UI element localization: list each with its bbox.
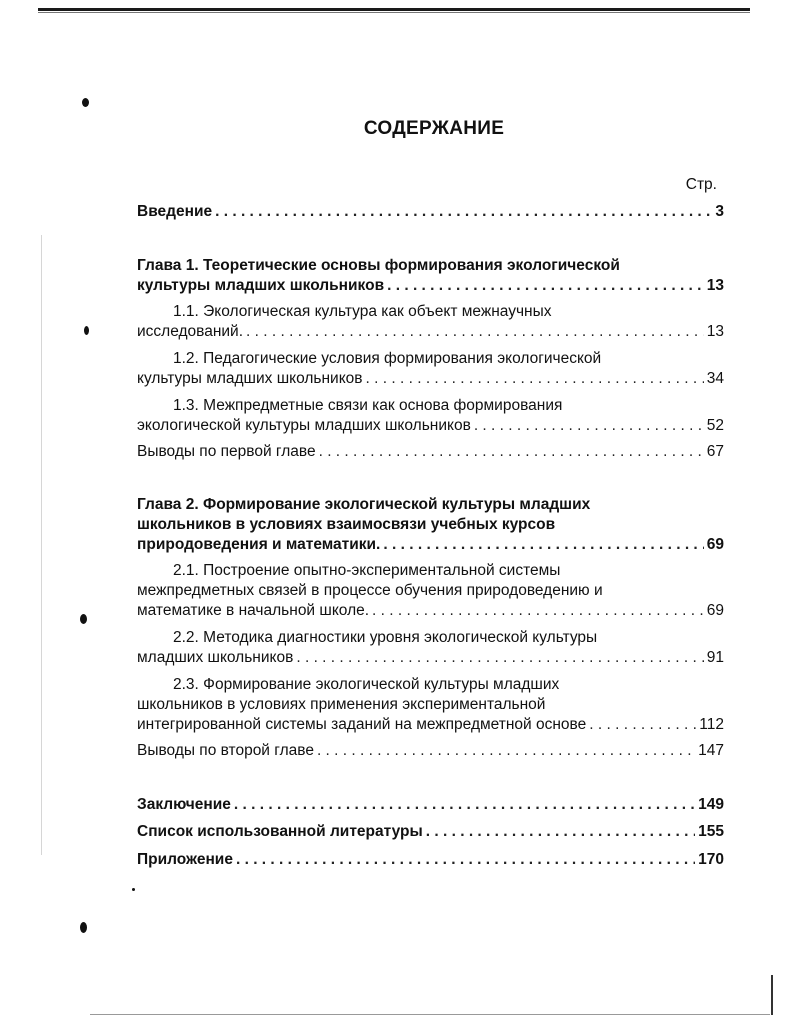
- scan-margin-line: [41, 235, 42, 855]
- toc-page-number: 149: [698, 796, 724, 813]
- toc-page-number: 147: [698, 742, 724, 759]
- dot-leader: [319, 442, 704, 462]
- scan-border-top-shadow: [38, 12, 750, 13]
- toc-entry-section-1-3[interactable]: [137, 396, 724, 436]
- toc-page-number: 69: [706, 536, 724, 553]
- toc-entry-section-2-3[interactable]: [137, 675, 724, 735]
- toc-entry-chapter-2-conclusions[interactable]: [137, 741, 724, 761]
- toc-entry-title: Выводы по первой главе: [137, 443, 316, 460]
- dot-leader: [236, 850, 695, 870]
- toc-entry-section-1-1[interactable]: [137, 302, 724, 342]
- toc-entry-title: природоведения и математики.: [137, 536, 381, 553]
- dot-leader: [387, 276, 704, 296]
- toc-page-number: 155: [698, 823, 724, 840]
- toc-entry-title: 2.1. Построение опытно-экспериментальной системы: [173, 562, 561, 579]
- toc-page-number: 13: [706, 277, 724, 294]
- toc-entry-section-2-1[interactable]: [137, 561, 724, 621]
- toc-entry-appendix[interactable]: [137, 850, 724, 870]
- toc-entry-title: Глава 2. Формирование экологической культуры младших: [137, 496, 591, 513]
- dot-leader: [366, 369, 704, 389]
- toc-entry-title: школьников в условиях взаимосвязи учебных курсов: [137, 516, 556, 533]
- toc-entry-chapter-1-conclusions[interactable]: [137, 442, 724, 462]
- toc-entry-chapter-2[interactable]: [137, 495, 724, 555]
- toc-entry-section-1-2[interactable]: [137, 349, 724, 389]
- toc-entry-title: 1.1. Экологическая культура как объект межнаучных: [173, 303, 552, 320]
- toc-page-number: 170: [698, 851, 724, 868]
- toc-entry-title: Глава 1. Теоретические основы формирования экологической: [137, 257, 620, 274]
- scan-speck: [80, 614, 87, 624]
- dot-leader: [383, 535, 703, 555]
- toc-entry-title: Введение: [137, 203, 213, 220]
- dot-leader: [426, 822, 695, 842]
- toc-entry-title: интегрированной системы заданий на межпредметной основе: [137, 716, 587, 733]
- toc-entry-title: математике в начальной школе.: [137, 602, 370, 619]
- dot-leader: [372, 601, 704, 621]
- page-title: СОДЕРЖАНИЕ: [363, 118, 505, 139]
- scan-speck: [82, 98, 89, 107]
- toc-page-number: 52: [706, 417, 724, 434]
- toc-entry-conclusion[interactable]: [137, 795, 724, 815]
- toc-page-number: 112: [699, 716, 724, 733]
- toc-entry-title: межпредметных связей в процессе обучения природоведению и: [137, 582, 603, 599]
- toc-page-number: 34: [706, 370, 724, 387]
- toc-entry-title: 2.3. Формирование экологической культуры младших: [173, 676, 560, 693]
- dot-leader: [215, 202, 712, 222]
- toc-page-number: 13: [706, 323, 724, 340]
- toc-entry-references[interactable]: [137, 822, 724, 842]
- toc-entry-title: экологической культуры младших школьников: [137, 417, 471, 434]
- dot-leader: [246, 322, 704, 342]
- toc-page-number: 67: [706, 443, 724, 460]
- scan-speck: [132, 888, 135, 891]
- toc-entry-intro[interactable]: [137, 202, 724, 222]
- dot-leader: [296, 648, 703, 668]
- dot-leader: [317, 741, 695, 761]
- scan-border-top: [38, 8, 750, 11]
- toc-page-number: 91: [706, 649, 724, 666]
- toc-entry-title: исследований.: [137, 323, 244, 340]
- toc-entry-title: Приложение: [137, 851, 233, 868]
- dot-leader: [234, 795, 695, 815]
- dot-leader: [589, 715, 696, 735]
- toc-entry-title: младших школьников: [137, 649, 294, 666]
- toc-entry-title: культуры младших школьников: [137, 370, 363, 387]
- toc-entry-title: Список использованной литературы: [137, 823, 423, 840]
- toc-entry-title: культуры младших школьников: [137, 277, 385, 294]
- dot-leader: [474, 416, 704, 436]
- toc-entry-title: 2.2. Методика диагностики уровня экологической культуры: [173, 629, 598, 646]
- toc-entry-section-2-2[interactable]: [137, 628, 724, 668]
- scan-border-right: [771, 975, 773, 1015]
- toc-entry-title: 1.2. Педагогические условия формирования экологической: [173, 350, 602, 367]
- page-column-label: Стр.: [685, 176, 717, 193]
- scan-speck: [80, 922, 87, 933]
- scan-speck: [84, 326, 89, 335]
- scan-border-bottom: [90, 1014, 770, 1015]
- toc-page-number: 69: [706, 602, 724, 619]
- toc-entry-title: Выводы по второй главе: [137, 742, 314, 759]
- toc-entry-title: Заключение: [137, 796, 231, 813]
- toc-entry-title: школьников в условиях применения экспериментальной: [137, 696, 546, 713]
- toc-entry-chapter-1[interactable]: [137, 256, 724, 296]
- toc-page-number: 3: [715, 203, 724, 220]
- toc-entry-title: 1.3. Межпредметные связи как основа формирования: [173, 397, 563, 414]
